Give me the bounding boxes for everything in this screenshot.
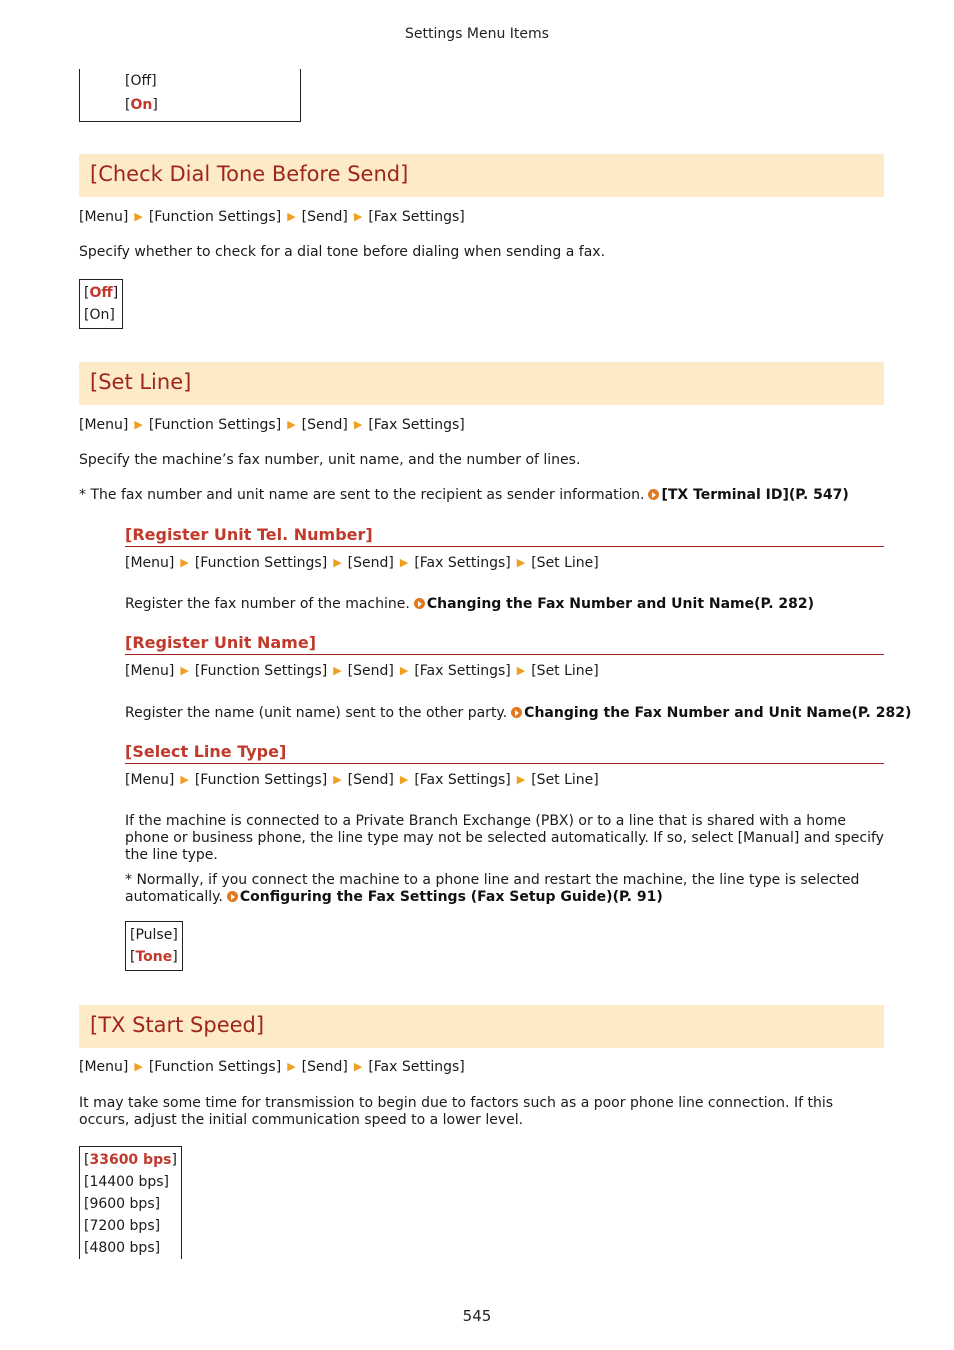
option-on: [On] bbox=[125, 97, 158, 113]
note-setline: * The fax number and unit name are sent to the recipient as sender information. [TX Terminal ID](P. 547) bbox=[79, 487, 849, 503]
page-number: 545 bbox=[462, 1307, 492, 1325]
menu-path-register-name: [Menu] ▶ [Function Settings] ▶ [Send] ▶ [Fax Settings] ▶ [Set Line] bbox=[125, 663, 599, 679]
arrow-icon: ▶ bbox=[134, 210, 143, 223]
note-line-type: * Normally, if you connect the machine to a phone line and restart the machine, the line type is selected automatically. Configuring the Fax Settings (Fax Setup Guide)(P. 91) bbox=[125, 872, 860, 905]
arrow-icon: ▶ bbox=[353, 1060, 363, 1073]
link-tx-terminal-id[interactable]: [TX Terminal ID](P. 547) bbox=[661, 487, 849, 503]
link-arrow-icon bbox=[511, 707, 522, 718]
arrow-icon: ▶ bbox=[287, 1060, 296, 1073]
option-default: [Off] bbox=[84, 285, 119, 301]
link-arrow-icon bbox=[648, 489, 659, 500]
section-heading-setline: [Set Line] bbox=[79, 362, 884, 405]
arrow-icon: ▶ bbox=[180, 773, 189, 786]
arrow-icon: ▶ bbox=[287, 210, 296, 223]
subheading-register-tel: [Register Unit Tel. Number] bbox=[125, 525, 884, 547]
arrow-icon: ▶ bbox=[134, 418, 143, 431]
arrow-icon: ▶ bbox=[399, 773, 409, 786]
section-heading-txspeed: [TX Start Speed] bbox=[79, 1005, 884, 1048]
arrow-icon: ▶ bbox=[516, 556, 526, 569]
menu-path-txspeed: [Menu] ▶ [Function Settings] ▶ [Send] ▶ [Fax Settings] bbox=[79, 1059, 465, 1075]
arrow-icon: ▶ bbox=[333, 773, 342, 786]
desc-dialtone: Specify whether to check for a dial tone before dialing when sending a fax. bbox=[79, 244, 606, 260]
page-header: Settings Menu Items bbox=[405, 26, 549, 42]
option-box-line-type bbox=[125, 921, 183, 971]
arrow-icon: ▶ bbox=[516, 773, 526, 786]
menu-path-dialtone: [Menu] ▶ [Function Settings] ▶ [Send] ▶ [Fax Settings] bbox=[79, 209, 465, 225]
option-off: [Off] bbox=[125, 73, 157, 89]
arrow-icon: ▶ bbox=[134, 1060, 143, 1073]
arrow-icon: ▶ bbox=[353, 418, 363, 431]
link-arrow-icon bbox=[414, 598, 425, 609]
option-default: [Tone] bbox=[130, 949, 178, 965]
menu-path-register-tel: [Menu] ▶ [Function Settings] ▶ [Send] ▶ [Fax Settings] ▶ [Set Line] bbox=[125, 555, 599, 571]
desc-register-tel: Register the fax number of the machine. Changing the Fax Number and Unit Name(P. 282) bbox=[125, 596, 815, 612]
option-box-dialtone bbox=[79, 279, 123, 329]
arrow-icon: ▶ bbox=[353, 210, 363, 223]
option: [On] bbox=[84, 307, 115, 323]
arrow-icon: ▶ bbox=[180, 556, 189, 569]
link-configuring-fax-settings[interactable]: Configuring the Fax Settings (Fax Setup Guide)(P. 91) bbox=[239, 889, 663, 905]
subheading-register-name: [Register Unit Name] bbox=[125, 633, 884, 655]
arrow-icon: ▶ bbox=[399, 556, 409, 569]
desc-register-name: Register the name (unit name) sent to the other party. Changing the Fax Number and Unit Name(P. 282) bbox=[125, 705, 912, 721]
option: [14400 bps] bbox=[84, 1174, 169, 1190]
link-changing-fax-number[interactable]: Changing the Fax Number and Unit Name(P. 282) bbox=[524, 705, 912, 721]
option: [4800 bps] bbox=[84, 1240, 161, 1256]
link-changing-fax-number[interactable]: Changing the Fax Number and Unit Name(P. 282) bbox=[426, 596, 815, 612]
option-box-txspeed bbox=[79, 1146, 182, 1259]
arrow-icon: ▶ bbox=[333, 664, 342, 677]
desc-setline: Specify the machine’s fax number, unit name, and the number of lines. bbox=[79, 452, 581, 468]
arrow-icon: ▶ bbox=[399, 664, 409, 677]
option: [Pulse] bbox=[130, 927, 178, 943]
option-default: [33600 bps] bbox=[84, 1152, 177, 1168]
option: [7200 bps] bbox=[84, 1218, 161, 1234]
arrow-icon: ▶ bbox=[287, 418, 296, 431]
arrow-icon: ▶ bbox=[333, 556, 342, 569]
menu-path-setline: [Menu] ▶ [Function Settings] ▶ [Send] ▶ [Fax Settings] bbox=[79, 417, 465, 433]
arrow-icon: ▶ bbox=[180, 664, 189, 677]
arrow-icon: ▶ bbox=[516, 664, 526, 677]
desc-txspeed: It may take some time for transmission to begin due to factors such as a poor phone line connection. If this occurs, adjust the initial communication speed to a lower level. bbox=[79, 1095, 834, 1128]
option: [9600 bps] bbox=[84, 1196, 161, 1212]
option-box-continued bbox=[79, 69, 301, 122]
desc-line-type: If the machine is connected to a Private Branch Exchange (PBX) or to a line that is shared with a home phone or business phone, the line type may not be selected automatically. If so, select [Manual] and specify the line type. bbox=[125, 813, 884, 863]
subheading-line-type: [Select Line Type] bbox=[125, 742, 884, 764]
section-heading-dialtone: [Check Dial Tone Before Send] bbox=[79, 154, 884, 197]
link-arrow-icon bbox=[227, 891, 238, 902]
menu-path-line-type: [Menu] ▶ [Function Settings] ▶ [Send] ▶ [Fax Settings] ▶ [Set Line] bbox=[125, 772, 599, 788]
